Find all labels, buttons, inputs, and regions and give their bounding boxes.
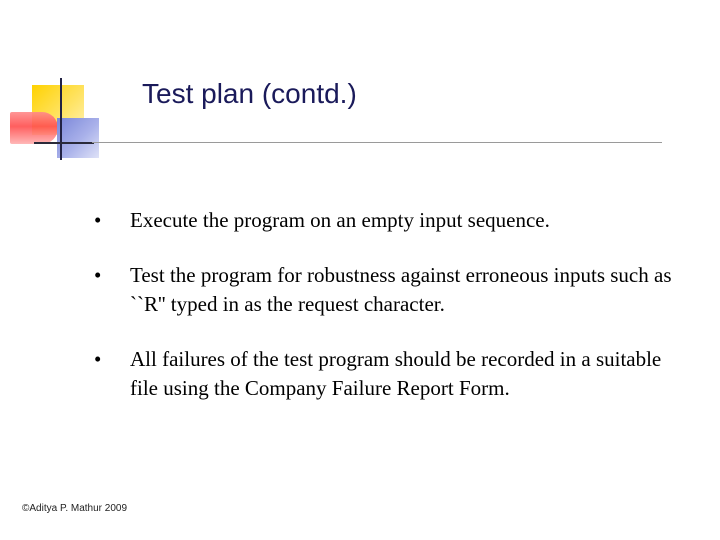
bullet-text: Test the program for robustness against erroneous inputs such as ``R'' typed in as the request character. <box>130 263 672 316</box>
bullet-text: All failures of the test program should be recorded in a suitable file using the Company Failure Report Form. <box>130 347 662 400</box>
bullet-text: Execute the program on an empty input sequence. <box>130 208 550 232</box>
logo-red-shape <box>10 112 58 144</box>
copyright-footer: ©Aditya P. Mathur 2009 <box>22 503 128 514</box>
decorative-logo <box>0 0 110 170</box>
bullet-dot-icon: • <box>94 347 102 371</box>
bullet-item <box>88 345 678 403</box>
logo-blue-square <box>57 118 99 158</box>
bullet-dot-icon: • <box>94 263 102 287</box>
bullet-item <box>88 206 678 235</box>
title-underline <box>92 142 662 143</box>
logo-horizontal-line <box>34 142 94 144</box>
slide-title: Test plan (contd.) <box>142 78 357 109</box>
bullet-dot-icon: • <box>94 208 102 232</box>
bullet-list <box>88 206 678 429</box>
bullet-item <box>88 261 678 319</box>
logo-vertical-line <box>60 78 62 160</box>
